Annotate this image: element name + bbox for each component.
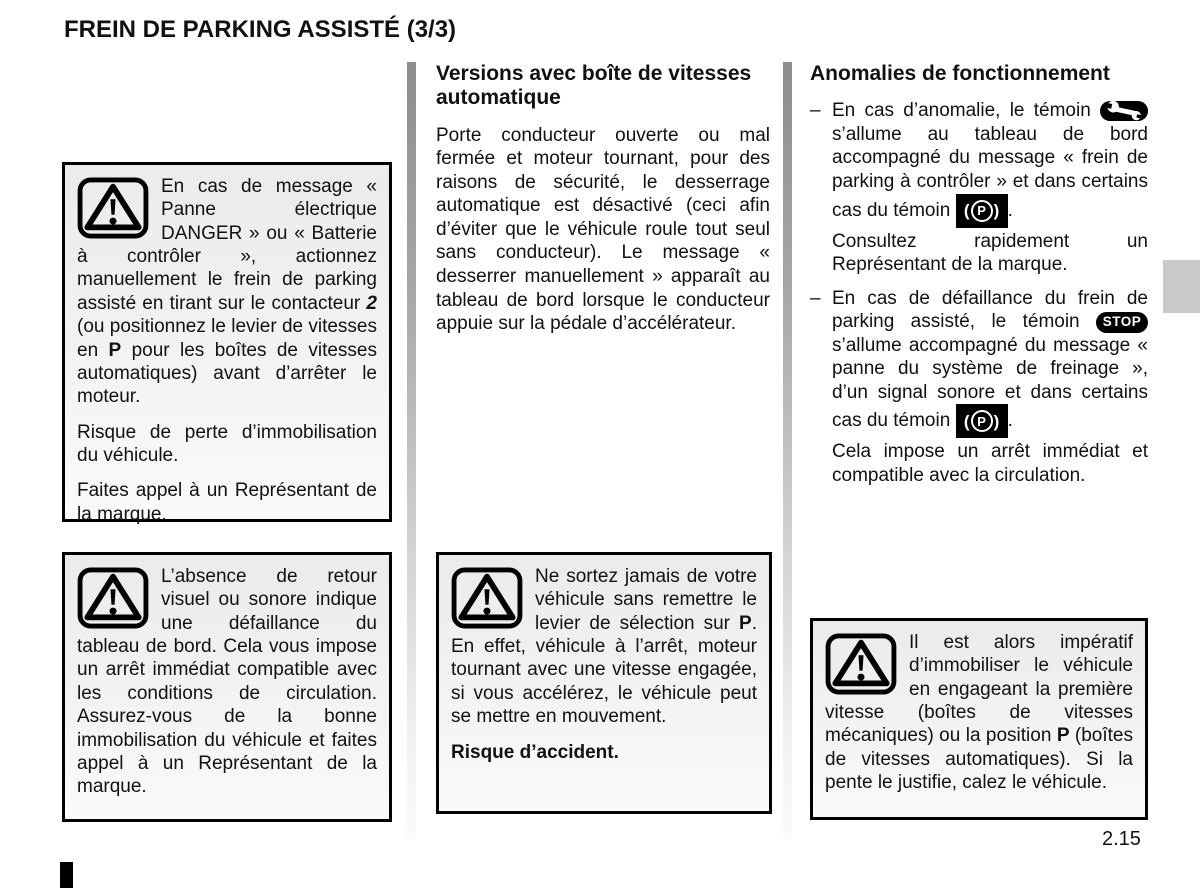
warning-triangle-icon	[77, 567, 149, 629]
body-paragraph: Porte conducteur ouverte ou mal fermée et moteur tournant, pour des raisons de sécurité, le desserrage automatique est désactivé (ceci afin d’éviter que le véhicule roule tout seul sans conducteur). Le message « desserrer manuellement » apparaît au tableau de bord lorsque le conducteur appuie sur la pédale d’accélérateur.	[436, 124, 770, 335]
warning-paragraph: Risque de perte d’immobilisation du véhicule.	[77, 421, 377, 466]
warning-triangle-icon	[77, 177, 149, 239]
warning-text: (ou positionnez le levier de vitesses en	[77, 316, 377, 361]
body-paragraph: Consultez rapidement un Représentant de la marque.	[832, 230, 1148, 276]
warning-text: Il est alors impératif d’immobiliser le véhicule en engageant la première vitesse (boîtes de vitesses mécaniques) ou la position	[825, 632, 1133, 747]
body-text: .	[1007, 410, 1013, 432]
gear-position-letter: P	[108, 339, 122, 361]
warning-triangle-icon	[451, 567, 523, 629]
bullet-dash: –	[810, 287, 821, 309]
gear-position-letter: P	[1056, 725, 1070, 747]
section-heading: Anomalies de fonctionnement	[810, 62, 1110, 85]
service-wrench-icon	[1100, 101, 1148, 121]
parking-icon-letter: P	[971, 200, 993, 222]
body-paragraph: Cela impose un arrêt immédiat et compatible avec la circulation.	[832, 441, 1148, 486]
body-text: .	[1007, 199, 1013, 221]
chapter-edge-tab	[1163, 260, 1200, 313]
bullet-dash: –	[810, 100, 821, 122]
body-text: En cas d’anomalie, le témoin	[832, 100, 1100, 122]
warning-text: Ne sortez jamais de votre véhicule sans remettre le levier de sélection sur	[535, 566, 757, 634]
parking-icon-paren: (	[963, 201, 970, 221]
list-item	[810, 99, 1148, 276]
parking-icon-paren: (	[963, 411, 970, 431]
print-registration-mark	[60, 862, 73, 888]
stop-icon-label: STOP	[1102, 313, 1142, 329]
parking-brake-warning-icon	[956, 194, 1008, 228]
warning-text: . En effet, véhicule à l’arrêt, moteur tournant avec une vitesse engagée, si vous accélérez, le véhicule peut se mettre en mouvement.	[451, 612, 757, 728]
risk-statement: Risque d’accident.	[451, 741, 619, 763]
parking-icon-paren: )	[993, 201, 1000, 221]
parking-icon-paren: )	[993, 411, 1000, 431]
contactor-number: 2	[366, 292, 377, 314]
column-divider	[407, 62, 416, 840]
body-text: s’allume au tableau de bord accompagné du message « frein de parking à contrôler » et dans certains cas du témoin	[832, 123, 1148, 221]
warning-paragraph: L’absence de retour visuel ou sonore indique une défaillance du tableau de bord. Cela vous impose un arrêt immédiat compatible avec les conditions de circulation. Assurez-vous de la bonne immobilisation du véhicule et faites appel à un Représentant de la marque.	[77, 566, 377, 798]
warning-text: En cas de message « Panne électrique DANGER » ou « Batterie à contrôler », actionnez manuellement le frein de parking assisté en tirant sur le contacteur	[77, 176, 377, 314]
parking-icon-letter: P	[971, 410, 993, 432]
section-malfunctions	[810, 62, 1148, 497]
warning-box-display-failure	[62, 552, 392, 822]
parking-brake-warning-icon	[956, 404, 1008, 438]
page-number: 2.15	[1102, 828, 1141, 850]
warning-box-immobilise-vehicle	[810, 618, 1148, 820]
section-automatic-gearbox	[436, 62, 770, 348]
list-item	[810, 287, 1148, 488]
section-heading: Versions avec boîte de vitesses automatique	[436, 62, 752, 110]
column-divider	[783, 62, 792, 840]
warning-box-manual-release	[62, 162, 392, 525]
body-text: En cas de défaillance du frein de parking assisté, le témoin	[832, 287, 1148, 333]
gear-position-letter: P	[739, 612, 752, 634]
warning-box-selector-lever	[436, 552, 772, 814]
warning-text: pour les boîtes de vitesses automatiques) avant d’arrêter le moteur.	[77, 339, 377, 408]
warning-text: (boîtes de vitesses automatiques). Si la pente le justifie, calez le véhicule.	[825, 725, 1133, 794]
body-text: s’allume accompagné du message « panne du système de freinage », d’un signal sonore et dans certains cas du témoin	[832, 334, 1148, 432]
warning-paragraph: Faites appel à un Représentant de la marque.	[77, 480, 377, 525]
stop-warning-icon	[1096, 312, 1148, 333]
page-title: FREIN DE PARKING ASSISTÉ (3/3)	[64, 16, 457, 43]
warning-triangle-icon	[825, 633, 897, 695]
